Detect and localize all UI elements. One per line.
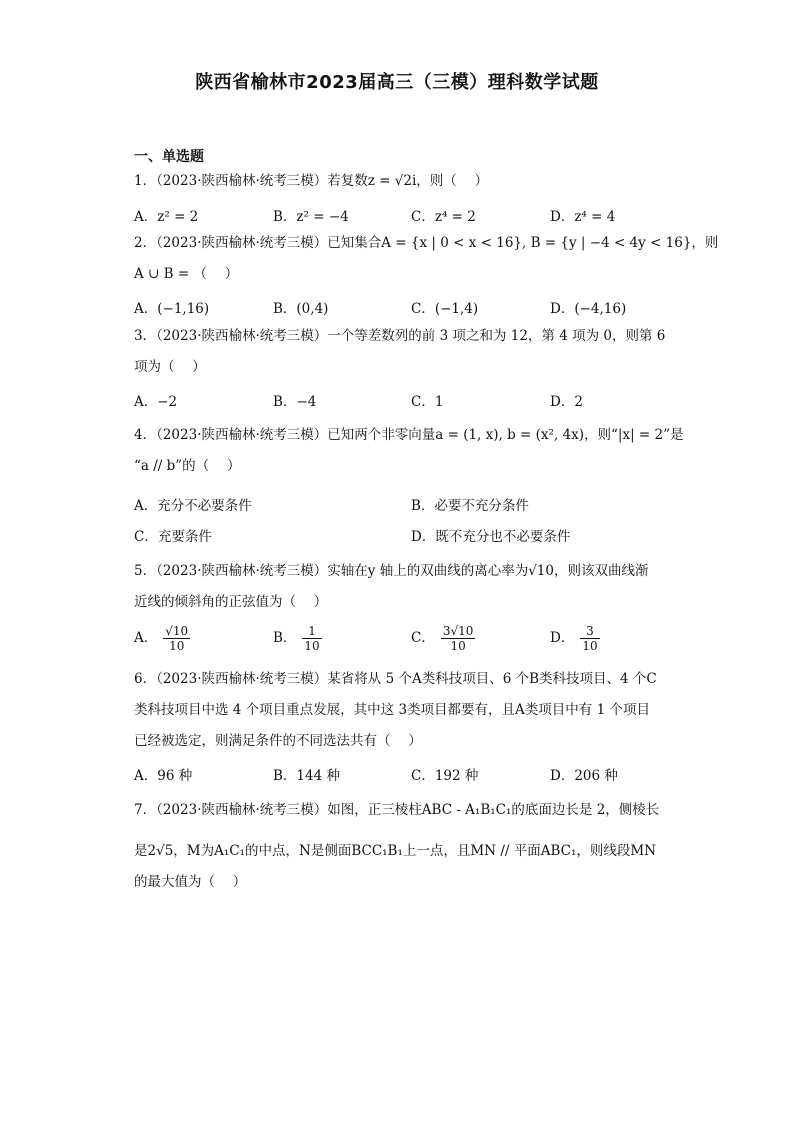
option-d[interactable]: D．既不充分也不必要条件 bbox=[411, 529, 571, 545]
question-2-line-1: 2．（2023·陕西榆林·统考三模）已知集合A = {x | 0 < x < 16}, B = {y | −4 < 4y < 16}，则 bbox=[134, 235, 719, 251]
question-7 bbox=[134, 795, 662, 898]
numerator: 1 bbox=[302, 624, 321, 639]
option-c[interactable]: C．192 种 bbox=[411, 768, 479, 784]
denominator: 10 bbox=[582, 639, 598, 653]
option-c[interactable]: C．充要条件 bbox=[134, 529, 212, 545]
option-a-label: A． bbox=[134, 630, 158, 646]
question-6-line-1: 6．（2023·陕西榆林·统考三模）某省将从 5 个A类科技项目、6 个B类科技项目、4 个C bbox=[134, 671, 657, 687]
option-d[interactable]: D．206 种 bbox=[550, 768, 618, 784]
question-7-line-2: 是2√5，M为A₁C₁的中点，N是侧面BCC₁B₁上一点，且MN // 平面ABC₁，则线段MN bbox=[134, 843, 657, 859]
question-6-line-3: 已经被选定，则满足条件的不同选法共有（ ） bbox=[134, 733, 422, 749]
option-b[interactable]: B．(0,4) bbox=[273, 301, 329, 317]
question-3 bbox=[134, 321, 666, 383]
option-c-label: C． bbox=[411, 630, 435, 646]
question-2-line-2: A ∪ B = （ ） bbox=[134, 266, 239, 282]
option-d-fraction bbox=[580, 624, 599, 653]
page-title: 陕西省榆林市2023届高三（三模）理科数学试题 bbox=[195, 72, 599, 93]
option-b[interactable]: B．144 种 bbox=[273, 768, 340, 784]
option-d[interactable]: D．(−4,16) bbox=[550, 301, 627, 317]
option-a-fraction bbox=[163, 624, 190, 653]
option-b[interactable]: B．必要不充分条件 bbox=[411, 498, 529, 514]
option-b[interactable] bbox=[273, 624, 322, 653]
option-d[interactable]: D．z⁴ = 4 bbox=[550, 209, 616, 225]
question-3-line-1: 3．（2023·陕西榆林·统考三模）一个等差数列的前 3 项之和为 12，第 4 项为 0，则第 6 bbox=[134, 328, 666, 344]
option-b-fraction bbox=[302, 624, 321, 653]
numerator: √10 bbox=[165, 624, 189, 638]
question-6 bbox=[134, 664, 662, 757]
section-heading: 一、单选题 bbox=[134, 149, 204, 165]
numerator: 3 bbox=[580, 624, 599, 639]
option-a[interactable] bbox=[134, 624, 190, 653]
option-a[interactable]: A．−2 bbox=[134, 394, 178, 410]
denominator: 10 bbox=[169, 639, 185, 653]
question-2 bbox=[134, 228, 719, 290]
denominator: 10 bbox=[450, 639, 466, 653]
question-5 bbox=[134, 556, 662, 618]
option-d[interactable] bbox=[550, 624, 600, 653]
question-4-line-1: 4．（2023·陕西榆林·统考三模）已知两个非零向量a = (1, x), b = (x², 4x)，则“|x| = 2”是 bbox=[134, 427, 684, 443]
question-5-line-1: 5．（2023·陕西榆林·统考三模）实轴在y 轴上的双曲线的离心率为√10，则该双曲线渐 bbox=[134, 563, 649, 579]
question-5-line-2: 近线的倾斜角的正弦值为（ ） bbox=[134, 594, 328, 610]
denominator: 10 bbox=[304, 639, 320, 653]
question-1-line-1: 1．（2023·陕西榆林·统考三模）若复数z = √2i，则（ ） bbox=[134, 173, 489, 189]
question-3-line-2: 项为（ ） bbox=[134, 359, 206, 375]
question-7-line-1: 7．（2023·陕西榆林·统考三模）如图，正三棱柱ABC - A₁B₁C₁的底面边长是 2，侧棱长 bbox=[134, 802, 660, 818]
question-6-line-2: 类科技项目中选 4 个项目重点发展，其中这 3类项目都要有，且A类项目中有 1 个项目 bbox=[134, 702, 650, 718]
option-c[interactable]: C．1 bbox=[411, 394, 444, 410]
question-1 bbox=[134, 166, 662, 197]
option-b-label: B． bbox=[273, 630, 297, 646]
option-b[interactable]: B．−4 bbox=[273, 394, 317, 410]
option-a[interactable]: A．充分不必要条件 bbox=[134, 498, 252, 514]
option-b[interactable]: B．z² = −4 bbox=[273, 209, 349, 225]
numerator: 3√10 bbox=[442, 624, 474, 638]
option-a[interactable]: A．96 种 bbox=[134, 768, 193, 784]
option-d[interactable]: D．2 bbox=[550, 394, 583, 410]
option-c[interactable] bbox=[411, 624, 475, 653]
question-4 bbox=[134, 420, 684, 482]
question-7-line-3: 的最大值为（ ） bbox=[134, 874, 247, 890]
option-c[interactable]: C．(−1,4) bbox=[411, 301, 479, 317]
question-4-line-2: “a // b”的（ ） bbox=[134, 458, 241, 474]
option-d-label: D． bbox=[550, 630, 575, 646]
option-a[interactable]: A．(−1,16) bbox=[134, 301, 210, 317]
option-c[interactable]: C．z⁴ = 2 bbox=[411, 209, 476, 225]
option-c-fraction bbox=[441, 624, 476, 653]
option-a[interactable]: A．z² = 2 bbox=[134, 209, 199, 225]
